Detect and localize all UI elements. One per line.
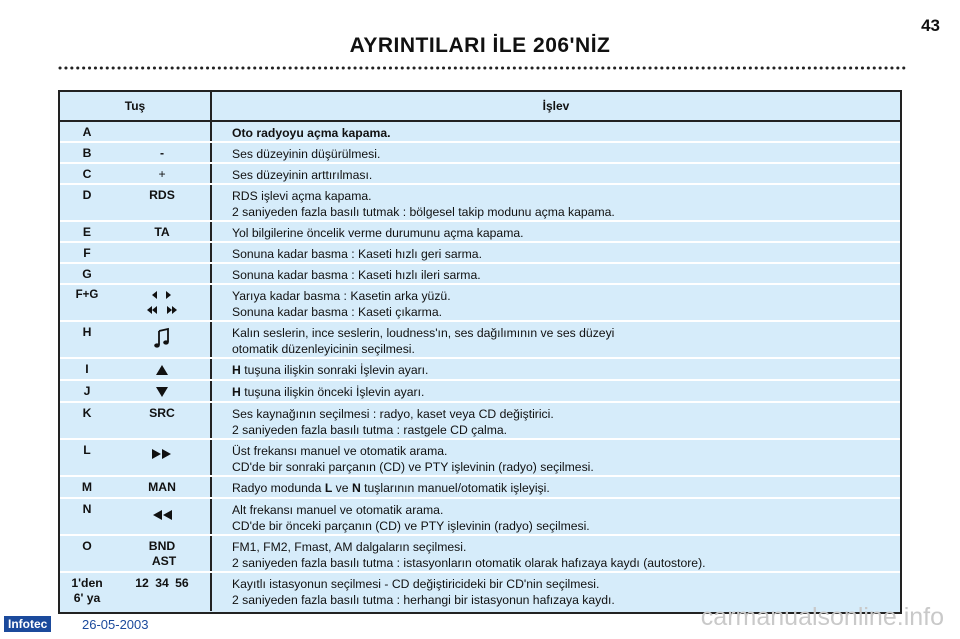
row-key [60, 573, 114, 611]
row-key: E [82, 225, 92, 239]
row-function [212, 164, 900, 183]
row-symbol [114, 285, 212, 320]
down-triangle-icon [155, 385, 169, 399]
row-function [212, 477, 900, 497]
table-row [60, 143, 900, 164]
row-symbol [114, 440, 212, 475]
row-function [212, 499, 900, 534]
row-symbol: SRC [114, 403, 212, 438]
table-row [60, 440, 900, 477]
key-line1: 1'den [71, 576, 103, 590]
function-line2: Sonuna kadar basma : Kaseti çıkarma. [232, 305, 443, 319]
row-key: C [82, 167, 92, 181]
row-function [212, 122, 900, 141]
row-key: H [82, 325, 92, 339]
row-function [212, 243, 900, 262]
table-row [60, 122, 900, 143]
function-key-ref: H [232, 363, 241, 377]
row-function [212, 285, 900, 320]
symbol-line2: AST [151, 554, 177, 568]
function-line2: 2 saniyeden fazla basılı tutma : herhangi bir istasyonun hafızaya kaydı. [232, 593, 615, 607]
function-line1: Yol bilgilerine öncelik verme durumunu açma kapama. [232, 226, 524, 240]
row-key: L [83, 443, 91, 457]
table-row [60, 185, 900, 222]
row-symbol: - [114, 143, 212, 162]
row-function [212, 222, 900, 241]
function-line1: Yarıya kadar basma : Kasetin arka yüzü. [232, 289, 451, 303]
function-line2: 2 saniyeden fazla basılı tutmak : bölgesel takip modunu açma kapama. [232, 205, 615, 219]
function-line1: Alt frekansı manuel ve otomatik arama. [232, 503, 444, 517]
function-line1: tuşuna ilişkin sonraki İşlevin ayarı. [240, 363, 429, 377]
dotted-separator [58, 64, 906, 72]
row-key: N [82, 502, 92, 516]
eject-arrows-icon [142, 288, 182, 318]
row-key: K [82, 406, 92, 420]
table-row [60, 403, 900, 440]
row-symbol: + [114, 164, 212, 183]
table-row [60, 222, 900, 243]
row-symbol: TA [114, 222, 212, 241]
row-symbol: MAN [114, 477, 212, 497]
table-row [60, 499, 900, 536]
function-line1: Sonuna kadar basma : Kaseti hızlı geri sarma. [232, 247, 482, 261]
function-line1: Ses düzeyinin arttırılması. [232, 168, 373, 182]
row-symbol [114, 264, 212, 283]
row-function [212, 536, 900, 571]
function-line1: Kayıtlı istasyonun seçilmesi - CD değiştiricideki bir CD'nin seçilmesi. [232, 577, 600, 591]
table-row [60, 164, 900, 185]
table-row [60, 322, 900, 359]
row-function [212, 322, 900, 357]
row-function [212, 185, 900, 220]
function-line1: RDS işlevi açma kapama. [232, 189, 372, 203]
row-key: F [83, 246, 91, 260]
rewind-icon [150, 508, 174, 522]
row-key: J [83, 384, 91, 398]
function-text: tuşlarının manuel/otomatik işleyişi. [360, 481, 550, 495]
table-header [60, 92, 900, 122]
page-title: AYRINTILARI İLE 206'NİZ [349, 34, 611, 57]
symbol-line1: BND [148, 539, 176, 553]
function-key-ref: N [351, 481, 361, 495]
header-key: Tuş [60, 92, 212, 120]
row-symbol: RDS [114, 185, 212, 220]
row-symbol [114, 381, 212, 401]
table-row [60, 264, 900, 285]
page-number: 43 [921, 16, 940, 35]
function-line2: CD'de bir sonraki parçanın (CD) ve PTY işlevinin (radyo) seçilmesi. [232, 460, 594, 474]
row-symbol [114, 536, 212, 571]
function-line1: Ses düzeyinin düşürülmesi. [232, 147, 381, 161]
controls-table [58, 90, 902, 614]
function-line1: Kalın seslerin, ince seslerin, loudness'ın, ses dağılımının ve ses düzeyi [232, 326, 615, 340]
row-function [212, 143, 900, 162]
publication-date: 26-05-2003 [82, 617, 149, 632]
function-line1: Ses kaynağının seçilmesi : radyo, kaset veya CD değiştirici. [232, 407, 554, 421]
function-key-ref: L [324, 481, 333, 495]
publisher-logo: Infotec [4, 616, 51, 632]
table-row [60, 243, 900, 264]
table-row [60, 381, 900, 403]
function-key-ref: H [232, 385, 241, 399]
row-function [212, 264, 900, 283]
function-line2: 2 saniyeden fazla basılı tutma : istasyonların otomatik olarak hafızaya kaydı (autostore). [232, 556, 706, 570]
function-line1: Oto radyoyu açma kapama. [232, 126, 391, 140]
function-text: ve [332, 481, 352, 495]
function-line2: CD'de bir önceki parçanın (CD) ve PTY işlevinin (radyo) seçilmesi. [232, 519, 590, 533]
table-row [60, 285, 900, 322]
row-key: M [81, 480, 93, 494]
row-key: F+G [75, 289, 99, 301]
table-row [60, 536, 900, 573]
row-symbol [114, 359, 212, 379]
row-symbol [114, 499, 212, 534]
up-triangle-icon [155, 363, 169, 377]
row-symbol: 12 34 56 [114, 573, 212, 611]
row-key: I [85, 362, 89, 376]
row-symbol [114, 243, 212, 262]
music-note-icon [152, 327, 172, 351]
function-text: Radyo modunda [232, 481, 325, 495]
table-row [60, 477, 900, 499]
table-row [60, 359, 900, 381]
row-symbol [114, 322, 212, 357]
row-function [212, 381, 900, 401]
fast-forward-icon [150, 447, 174, 461]
row-key: A [82, 125, 92, 139]
row-function [212, 403, 900, 438]
row-symbol [114, 122, 212, 141]
function-line1: tuşuna ilişkin önceki İşlevin ayarı. [240, 385, 425, 399]
row-key: B [82, 146, 92, 160]
function-line1: Üst frekansı manuel ve otomatik arama. [232, 444, 448, 458]
row-key: D [82, 188, 92, 202]
function-line2: otomatik düzenleyicinin seçilmesi. [232, 342, 415, 356]
row-function [212, 440, 900, 475]
key-line2: 6' ya [73, 591, 101, 605]
function-line1: Sonuna kadar basma : Kaseti hızlı ileri sarma. [232, 268, 481, 282]
row-key: G [82, 267, 92, 281]
row-function [212, 359, 900, 379]
function-line2: 2 saniyeden fazla basılı tutma : rastgele CD çalma. [232, 423, 508, 437]
header-function: İşlev [542, 99, 570, 113]
row-key: O [82, 539, 92, 553]
watermark-url: carmanualsonline.info [700, 603, 944, 631]
function-line1: FM1, FM2, Fmast, AM dalgaların seçilmesi. [232, 540, 467, 554]
